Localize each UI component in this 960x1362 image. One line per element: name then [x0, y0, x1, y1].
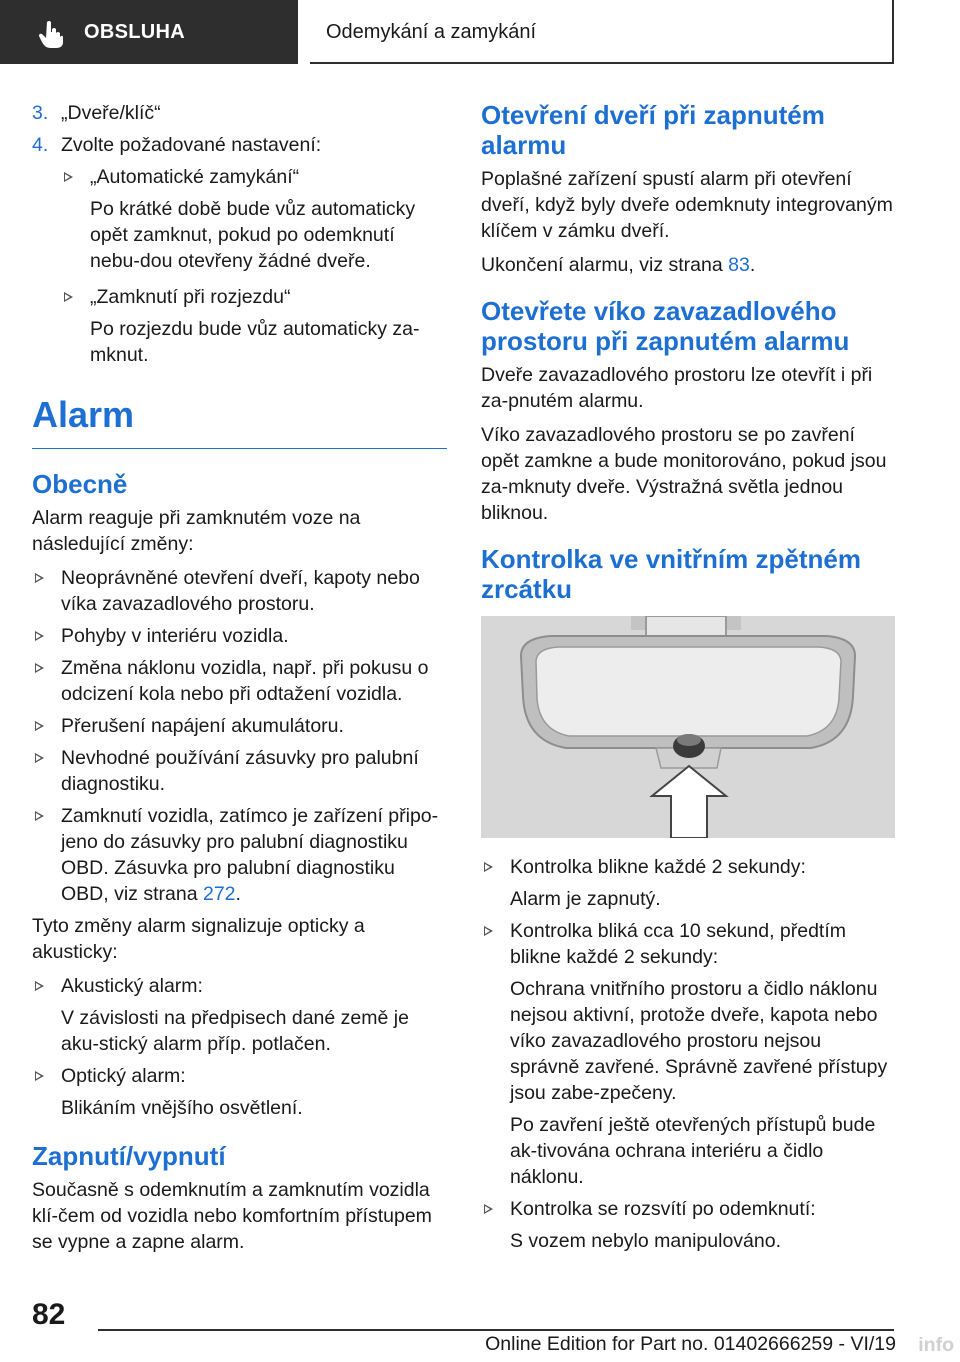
watermark: info — [918, 1334, 954, 1356]
bullet-triangle-icon — [35, 663, 44, 673]
bullet-triangle-icon — [35, 631, 44, 641]
page-83-link[interactable]: 83 — [728, 254, 750, 276]
doors-text: Poplašné zařízení spustí alarm při otevření dveří, když byly dveře odemknuty integrovaným klíčem v zámku dveří. — [481, 168, 893, 242]
doors-heading: Otevření dveří při zapnutém alarmu — [481, 100, 825, 160]
page-number: 82 — [32, 1298, 66, 1331]
signal-desc: Blikáním vnějšího osvětlení. — [61, 1097, 303, 1119]
trunk-text-1: Dveře zavazadlového prostoru lze otevřít i při za-pnutém alarmu. — [481, 364, 873, 412]
list-item — [32, 655, 447, 707]
obecne-intro: Alarm reaguje při zamknutém voze na následující změny: — [32, 507, 361, 555]
option-desc: Po rozjezdu bude vůz automaticky za-mknut. — [90, 318, 420, 366]
step-item — [32, 132, 447, 158]
list-item — [32, 1063, 447, 1121]
obd-text: Zamknutí vozidla, zatímco je zařízení připo-jeno do zásuvky pro palubní diagnostiku OBD. Zásuvka pro palubní diagnostiku OBD, viz strana — [61, 805, 439, 905]
change-text: Změna náklonu vozidla, např. při pokusu o odcizení kola nebo při odtažení vozidla. — [61, 657, 429, 705]
hand-pointer-icon — [38, 20, 64, 48]
indicator-desc: Ochrana vnitřního prostoru a čidlo náklonu nejsou aktivní, protože dveře, kapota nebo víko zavazadlového prostoru nejsou správně zavřené. Správně zavřené přístupy jsou zabe-zpečeny. — [510, 978, 888, 1104]
signal-title: Optický alarm: — [61, 1065, 186, 1087]
edition-text: Online Edition for Part no. 01402666259 - VI/19 — [485, 1333, 896, 1355]
bullet-triangle-icon — [484, 862, 493, 872]
trunk-heading: Otevřete víko zavazadlového prostoru při zapnutém alarmu — [481, 296, 850, 356]
right-column — [481, 100, 895, 1260]
page-272-link[interactable]: 272 — [202, 883, 236, 905]
footer-divider — [98, 1329, 894, 1331]
option-desc: Po krátké době bude vůz automaticky opět zamknut, pokud po odemknutí nebu-dou otevřeny žádné dveře. — [90, 198, 416, 272]
change-text: Pohyby v interiéru vozidla. — [61, 625, 289, 647]
section-tab — [0, 0, 298, 64]
option-title: „Zamknutí při rozjezdu“ — [90, 286, 291, 308]
bullet-triangle-icon — [35, 811, 44, 821]
list-item — [32, 713, 447, 739]
doors-end-dot: . — [749, 254, 756, 276]
left-column — [32, 100, 447, 1263]
bullet-triangle-icon — [35, 981, 44, 991]
change-text: Neoprávněné otevření dveří, kapoty nebo víka zavazadlového prostoru. — [61, 567, 420, 615]
bullet-triangle-icon — [35, 1071, 44, 1081]
change-text: Přerušení napájení akumulátoru. — [61, 715, 344, 737]
step-number: 4. — [32, 134, 49, 156]
obd-end: . — [235, 883, 241, 905]
step-item — [32, 100, 447, 126]
list-item — [481, 1196, 895, 1254]
onoff-heading: Zapnutí/vypnutí — [32, 1141, 226, 1171]
list-item — [61, 164, 447, 274]
chapter-header — [310, 0, 894, 64]
step-number: 3. — [32, 102, 49, 124]
list-item — [32, 803, 447, 907]
bullet-triangle-icon — [64, 292, 73, 302]
list-item — [32, 623, 447, 649]
signal-desc: V závislosti na předpisech dané země je aku-stický alarm příp. potlačen. — [61, 1007, 409, 1055]
bullet-triangle-icon — [484, 926, 493, 936]
list-item — [481, 854, 895, 912]
chapter-title: Odemykání a zamykání — [326, 21, 537, 43]
trunk-text-2: Víko zavazadlového prostoru se po zavření opět zamkne a bude monitorováno, pokud jsou za-mknuty dveře. Výstražná světla jednou bliknou. — [481, 424, 887, 524]
indicator-desc: Po zavření ještě otevřených přístupů bude ak-tivována ochrana interiéru a čidlo náklonu. — [510, 1114, 876, 1188]
indicator-desc: S vozem nebylo manipulováno. — [510, 1230, 781, 1252]
bullet-triangle-icon — [484, 1204, 493, 1214]
signal-intro: Tyto změny alarm signalizuje opticky a akusticky: — [32, 915, 365, 963]
alarm-heading: Alarm — [32, 392, 447, 449]
indicator-title: Kontrolka se rozsvítí po odemknutí: — [510, 1198, 816, 1220]
section-label: OBSLUHA — [84, 21, 185, 43]
indicator-desc: Alarm je zapnutý. — [510, 888, 661, 910]
list-item — [61, 284, 447, 368]
mirror-heading: Kontrolka ve vnitřním zpětném zrcátku — [481, 544, 861, 604]
step4-options — [32, 164, 447, 368]
step-text: „Dveře/klíč“ — [61, 102, 161, 124]
option-title: „Automatické zamykání“ — [90, 166, 300, 188]
bullet-triangle-icon — [35, 753, 44, 763]
indicator-title: Kontrolka bliká cca 10 sekund, předtím blikne každé 2 sekundy: — [510, 920, 847, 968]
bullet-triangle-icon — [35, 721, 44, 731]
obecne-heading: Obecně — [32, 469, 128, 499]
bullet-triangle-icon — [35, 573, 44, 583]
bullet-triangle-icon — [64, 172, 73, 182]
onoff-text: Současně s odemknutím a zamknutím vozidla klí-čem od vozidla nebo komfortním přístupem se vypne a zapne alarm. — [32, 1179, 432, 1253]
indicator-title: Kontrolka blikne každé 2 sekundy: — [510, 856, 806, 878]
signal-title: Akustický alarm: — [61, 975, 203, 997]
doors-end-text: Ukončení alarmu, viz strana — [481, 254, 729, 276]
list-item — [32, 565, 447, 617]
change-text: Nevhodné používání zásuvky pro palubní diagnostiku. — [61, 747, 419, 795]
rearview-mirror-illustration — [481, 616, 895, 838]
list-item — [32, 745, 447, 797]
step-text: Zvolte požadované nastavení: — [61, 134, 322, 156]
list-item — [481, 918, 895, 1190]
doors-end — [481, 252, 895, 278]
list-item — [32, 973, 447, 1057]
